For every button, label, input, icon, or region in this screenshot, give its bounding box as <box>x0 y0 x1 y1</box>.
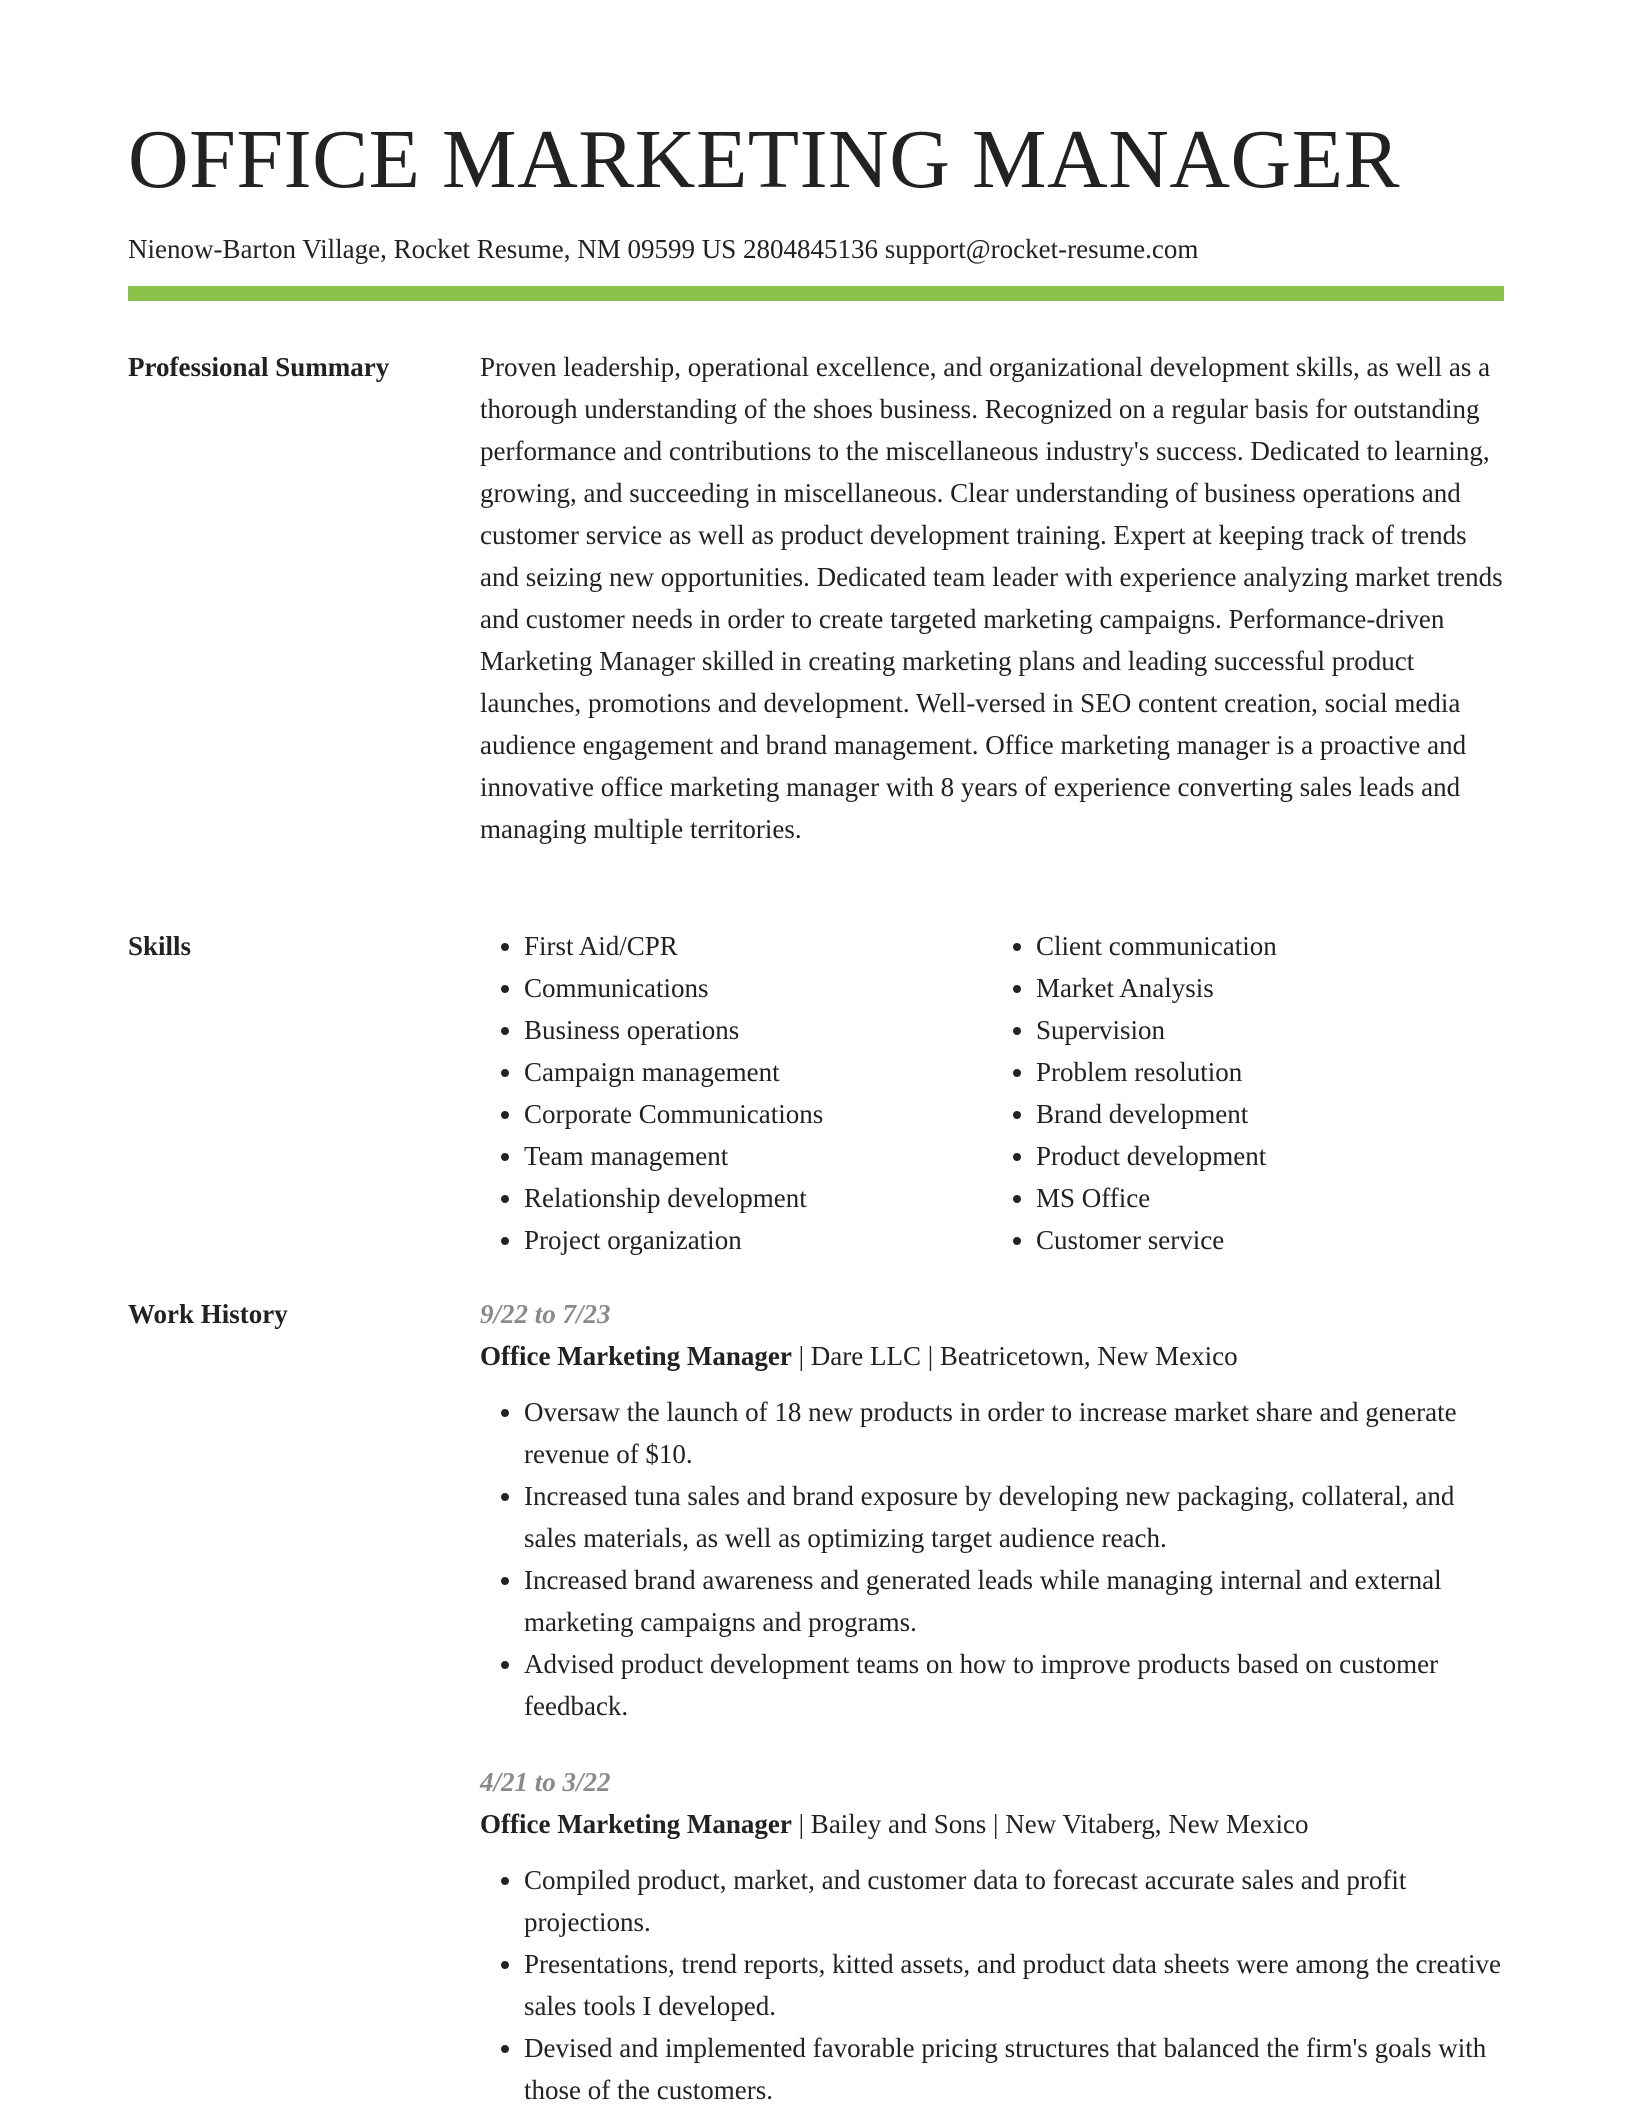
job-bullet: • Compiled product, market, and customer data to forecast accurate sales and profit projections. <box>524 1859 1504 1943</box>
job-dates: 4/21 to 3/22 <box>480 1767 611 1797</box>
work-history-heading: Work History <box>128 1299 288 1329</box>
skills-heading: Skills <box>128 931 192 961</box>
resume-title: OFFICE MARKETING MANAGER <box>128 113 1401 206</box>
skill-item: • Supervision <box>1036 1009 1504 1051</box>
job-company-location: | Dare LLC | Beatricetown, New Mexico <box>791 1341 1238 1371</box>
summary-body <box>480 346 1504 850</box>
job-bullet-list <box>480 1859 1504 2111</box>
skill-item: • Brand development <box>1036 1093 1504 1135</box>
job-bullet: • Increased tuna sales and brand exposure by developing new packaging, collateral, and sales materials, as well as optimizing target audience reach. <box>524 1475 1504 1559</box>
header-divider <box>128 286 1504 301</box>
skill-item: • Campaign management <box>524 1051 992 1093</box>
skill-item: • Customer service <box>1036 1219 1504 1261</box>
job-title: Office Marketing Manager <box>480 1341 792 1371</box>
skill-item: • Problem resolution <box>1036 1051 1504 1093</box>
skill-item: • Product development <box>1036 1135 1504 1177</box>
summary-text: Proven leadership, operational excellence, and organizational development skills, as well as a thorough understanding of the shoes business. Recognized on a regular basis for outstanding performance and contributions to the miscellaneous industry's success. Dedicated to learning, growing, and succeeding in miscellaneous. Clear understanding of business operations and customer service as well as product development training. Expert at keeping track of trends and seizing new opportunities. Dedicated team leader with experience analyzing market trends and customer needs in order to create targeted marketing campaigns. Performance-driven Marketing Manager skilled in creating marketing plans and leading successful product launches, promotions and development. Well-versed in SEO content creation, social media audience engagement and brand management. Office marketing manager is a proactive and innovative office marketing manager with 8 years of experience converting sales leads and managing multiple territories. <box>480 352 1503 844</box>
job-header <box>480 1803 1504 1845</box>
skill-item: • MS Office <box>1036 1177 1504 1219</box>
skills-list-right <box>992 925 1504 1261</box>
skill-item: • Relationship development <box>524 1177 992 1219</box>
skill-item: • Communications <box>524 967 992 1009</box>
contact-line: Nienow-Barton Village, Rocket Resume, NM 09599 US 2804845136 support@rocket-resume.com <box>128 234 1199 264</box>
skills-columns <box>480 925 1504 1261</box>
skill-item: • Corporate Communications <box>524 1093 992 1135</box>
skills-list-left <box>480 925 992 1261</box>
job-bullet: • Oversaw the launch of 18 new products in order to increase market share and generate revenue of $10. <box>524 1391 1504 1475</box>
job-header <box>480 1335 1504 1377</box>
summary-heading: Professional Summary <box>128 352 390 382</box>
skill-item: • Project organization <box>524 1219 992 1261</box>
job-entry <box>480 1293 1504 1727</box>
job-title: Office Marketing Manager <box>480 1809 792 1839</box>
job-dates: 9/22 to 7/23 <box>480 1299 611 1329</box>
job-bullet: • Advised product development teams on how to improve products based on customer feedback. <box>524 1643 1504 1727</box>
skill-item: • Business operations <box>524 1009 992 1051</box>
work-history-body <box>480 1293 1504 2125</box>
job-bullet: • Devised and implemented favorable pricing structures that balanced the firm's goals with those of the customers. <box>524 2027 1504 2111</box>
job-bullet: • Presentations, trend reports, kitted assets, and product data sheets were among the creative sales tools I developed. <box>524 1943 1504 2027</box>
skill-item: • First Aid/CPR <box>524 925 992 967</box>
job-bullet-list <box>480 1391 1504 1727</box>
job-entry <box>480 1761 1504 2111</box>
skill-item: • Market Analysis <box>1036 967 1504 1009</box>
skills-body <box>480 925 1504 1261</box>
job-company-location: | Bailey and Sons | New Vitaberg, New Mexico <box>791 1809 1309 1839</box>
job-bullet: • Increased brand awareness and generated leads while managing internal and external marketing campaigns and programs. <box>524 1559 1504 1643</box>
skill-item: • Client communication <box>1036 925 1504 967</box>
skill-item: • Team management <box>524 1135 992 1177</box>
